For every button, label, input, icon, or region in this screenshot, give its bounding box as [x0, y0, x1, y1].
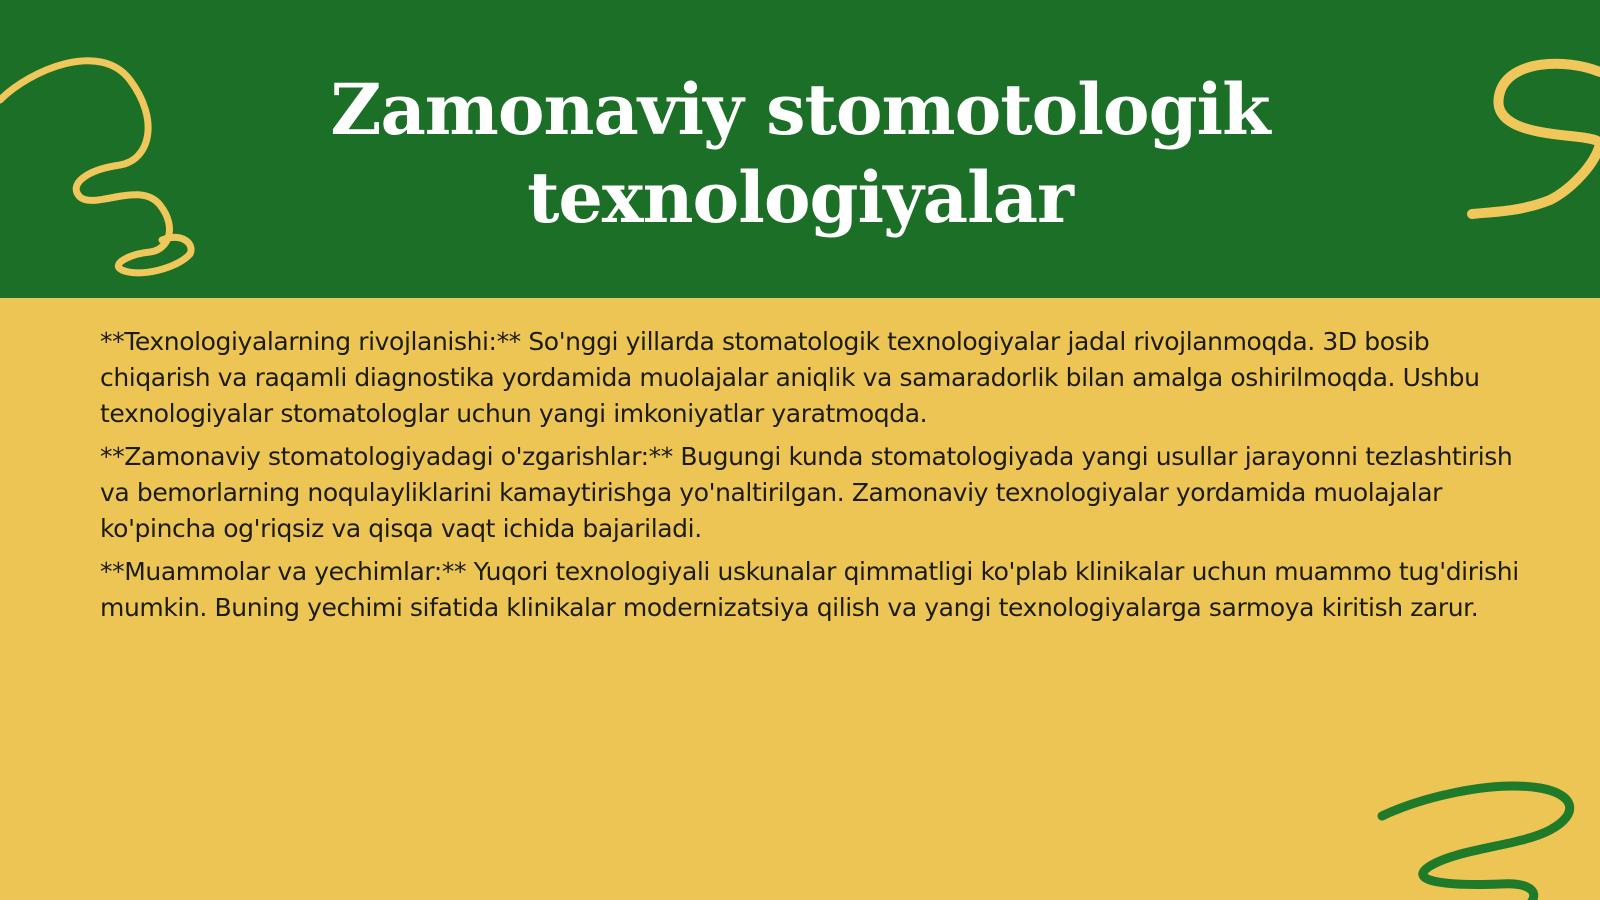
paragraph-problems-solutions: **Muammolar va yechimlar:** Yuqori texnologiyali uskunalar qimmatligi ko'plab klinikalar uchun muammo tug'dirishi mumkin. Buning yechimi sifatida klinikalar modernizatsiya qilish va yangi texnologiyalarga sarmoya kiritish zarur.: [100, 557, 1519, 622]
slide-title: [300, 66, 1300, 242]
top-left-squiggle-decoration: [0, 0, 220, 290]
slide-title-line-1: Zamonaviy stomotologik: [330, 68, 1270, 151]
top-right-squiggle-decoration: [1470, 40, 1600, 240]
title-banner: [0, 0, 1600, 298]
slide-title-line-2: texnologiyalar: [527, 156, 1073, 239]
paragraph-modern-changes: **Zamonaviy stomatologiyadagi o'zgarishlar:** Bugungi kunda stomatologiyada yangi usullar jarayonni tezlashtirish va bemorlarning noqulayliklarini kamaytirishga yo'naltirilgan. Zamonaviy texnologiyalar yordamida muolajalar ko'pincha og'riqsiz va qisqa vaqt ichida bajariladi.: [100, 442, 1513, 543]
bottom-right-squiggle-decoration: [1380, 780, 1600, 900]
paragraph-technology-development: **Texnologiyalarning rivojlanishi:** So'nggi yillarda stomatologik texnologiyalar jadal rivojlanmoqda. 3D bosib chiqarish va raqamli diagnostika yordamida muolajalar aniqlik va samaradorlik bilan amalga oshirilmoqda. Ushbu texnologiyalar stomatologlar uchun yangi imkoniyatlar yaratmoqda.: [100, 327, 1480, 428]
content-text: [100, 324, 1520, 633]
